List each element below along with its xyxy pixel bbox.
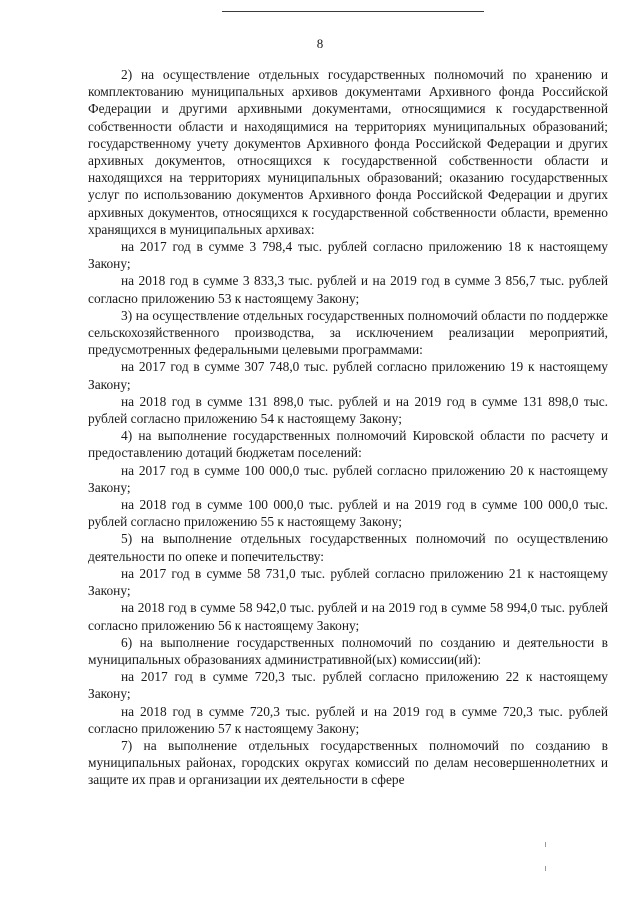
top-border-line: [222, 11, 484, 12]
paragraph: на 2018 год в сумме 720,3 тыс. рублей и на 2019 год в сумме 720,3 тыс. рублей согласно приложению 57 к настоящему Закону;: [88, 703, 608, 736]
scan-mark: [545, 842, 546, 847]
paragraph: на 2018 год в сумме 58 942,0 тыс. рублей и на 2019 год в сумме 58 994,0 тыс. рублей согласно приложению 56 к настоящему Закону;: [88, 600, 608, 633]
paragraph: на 2018 год в сумме 3 833,3 тыс. рублей и на 2019 год в сумме 3 856,7 тыс. рублей согласно приложению 53 к настоящему Закону;: [88, 273, 608, 306]
paragraph: на 2017 год в сумме 3 798,4 тыс. рублей согласно приложению 18 к настоящему Закону;: [88, 239, 608, 272]
paragraph: 2) на осуществление отдельных государственных полномочий по хранению и комплектованию муниципальных архивов документами Архивного фонда Российской Федерации и другими архивными документами, относящимися к государственной собственности области и находящимися на территориях муниципальных образований; государственному учету документов Архивного фонда Российской Федерации и других архивных документов, относящихся к государственной собственности области и находящихся на территориях муниципальных образований; оказанию государственных услуг по использованию документов Архивного фонда Российской Федерации и других архивных документов, относящихся к государственной собственности области, временно хранящихся в муниципальных архивах:: [88, 67, 608, 237]
page-number: 8: [316, 36, 324, 51]
paragraph: на 2017 год в сумме 720,3 тыс. рублей согласно приложению 22 к настоящему Закону;: [88, 669, 608, 702]
paragraph: 3) на осуществление отдельных государственных полномочий области по поддержке сельскохозяйственного производства, за исключением реализации мероприятий, предусмотренных федеральными целевыми программами:: [88, 307, 608, 358]
paragraph: на 2018 год в сумме 100 000,0 тыс. рублей и на 2019 год в сумме 100 000,0 тыс. рублей согласно приложению 55 к настоящему Закону;: [88, 497, 608, 530]
paragraph: 4) на выполнение государственных полномочий Кировской области по расчету и предоставлению дотаций бюджетам поселений:: [88, 428, 608, 461]
paragraph: 6) на выполнение государственных полномочий по созданию и деятельности в муниципальных образованиях административной(ых) комиссии(ий):: [88, 634, 608, 667]
paragraph: на 2017 год в сумме 100 000,0 тыс. рублей согласно приложению 20 к настоящему Закону;: [88, 462, 608, 495]
document-body: [88, 66, 608, 789]
paragraph: на 2017 год в сумме 307 748,0 тыс. рублей согласно приложению 19 к настоящему Закону;: [88, 359, 608, 392]
paragraph: 5) на выполнение отдельных государственных полномочий по осуществлению деятельности по опеке и попечительству:: [88, 531, 608, 564]
paragraph: на 2018 год в сумме 131 898,0 тыс. рублей и на 2019 год в сумме 131 898,0 тыс. рублей согласно приложению 54 к настоящему Закону;: [88, 393, 608, 427]
scan-mark: [545, 866, 546, 871]
paragraph: на 2017 год в сумме 58 731,0 тыс. рублей согласно приложению 21 к настоящему Закону;: [88, 565, 608, 599]
paragraph: 7) на выполнение отдельных государственных полномочий по созданию в муниципальных районах, городских округах комиссий по делам несовершеннолетних и защите их прав и организации их деятельности в сфере: [88, 737, 608, 788]
